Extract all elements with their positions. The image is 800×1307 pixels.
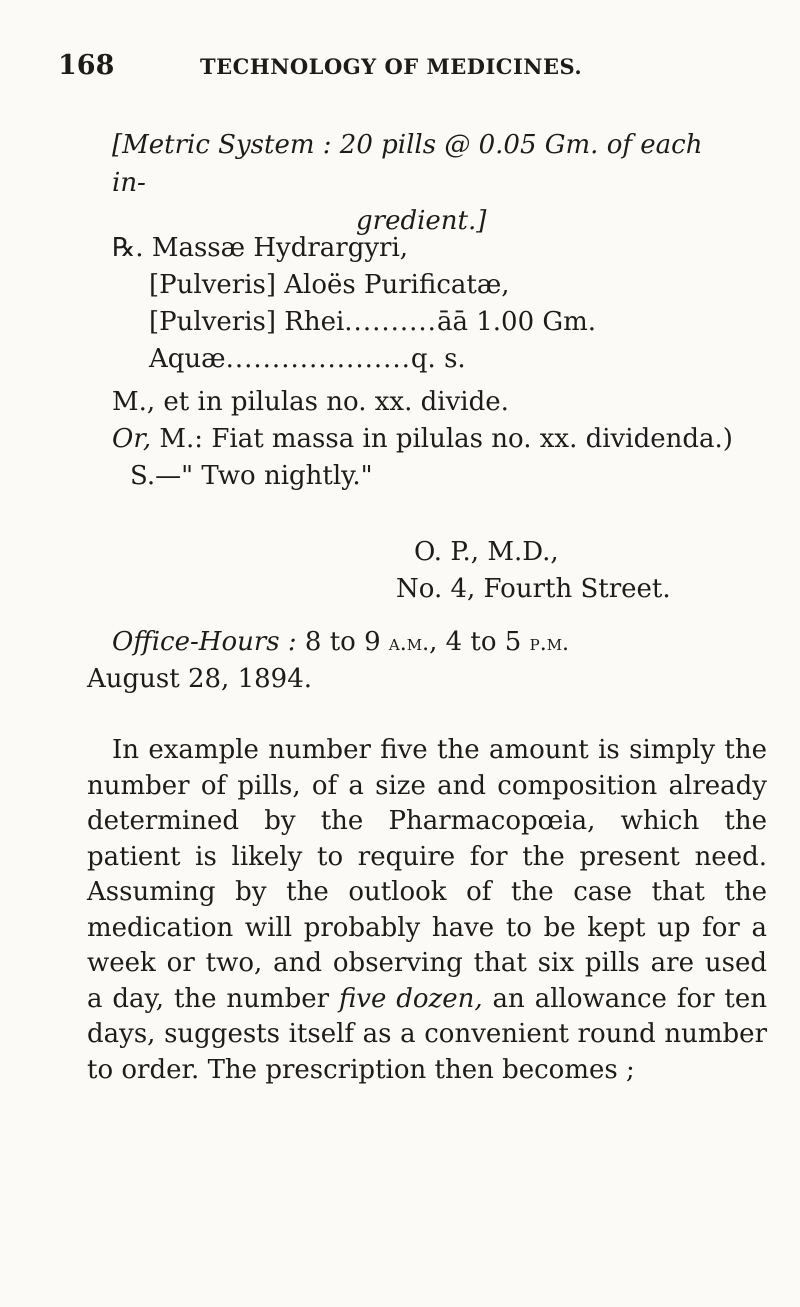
directions-line-2 xyxy=(112,421,762,458)
ingredient-line xyxy=(112,304,762,341)
page-number: 168 xyxy=(58,50,115,81)
ingredient-amount: āā 1.00 Gm. xyxy=(436,307,597,337)
paragraph-text-start: In example number five the amount is simply the number of pills, of a size and composition already determined by the Pharmacopœia, which the patient is likely to require for the present need. Assuming by the outlook of the case that the medication will probably have to be kept up for a week or two, and observing that six pills are used a day, the number xyxy=(87,735,767,1014)
office-hours-line xyxy=(112,624,569,661)
ingredient-name: [Pulveris] Aloës Purificatæ, xyxy=(149,270,510,300)
directions-line-1: M., et in pilulas no. xx. divide. xyxy=(112,387,509,417)
metric-line-1: [Metric System : 20 pills @ 0.05 Gm. of each in- xyxy=(112,130,703,198)
prescriber-signature xyxy=(396,533,671,607)
body-paragraph xyxy=(87,733,767,1088)
dot-leader: .......... xyxy=(344,307,437,337)
prescriber-address: No. 4, Fourth Street. xyxy=(396,574,671,604)
emphasis-five-dozen: five dozen, xyxy=(338,983,483,1014)
ingredient-name: [Pulveris] Rhei xyxy=(149,307,345,337)
ingredient-line xyxy=(112,341,762,378)
pm-label: p.m. xyxy=(529,631,570,656)
prescription-date: August 28, 1894. xyxy=(87,664,313,694)
prescription-block xyxy=(112,230,762,378)
ingredient-line xyxy=(112,267,762,304)
office-hours-afternoon: , 4 to 5 xyxy=(429,627,530,657)
running-title: TECHNOLOGY OF MEDICINES. xyxy=(200,54,583,79)
ingredient-name: Aquæ xyxy=(149,344,226,374)
ingredient-name: Massæ Hydrargyri, xyxy=(151,233,409,263)
office-hours-label: Office-Hours : xyxy=(112,627,297,657)
metric-system-note xyxy=(112,126,732,240)
ingredient-line xyxy=(112,230,762,267)
or-label: Or, xyxy=(112,424,152,454)
prescriber-name: O. P., M.D., xyxy=(414,537,559,567)
paragraph-text-end: an allowance for ten days, suggests itself as a convenient round number to order. The prescription then becomes ; xyxy=(87,983,768,1085)
metric-line-2: gredient.] xyxy=(356,206,487,236)
dot-leader: .................... xyxy=(225,344,411,374)
directions-line-2-text: M.: Fiat massa in pilulas no. xx. dividenda.) xyxy=(151,424,733,454)
directions-block xyxy=(112,384,762,495)
paragraph-text xyxy=(87,733,767,1088)
signa-line: S.—" Two nightly." xyxy=(130,461,373,491)
office-hours-morning: 8 to 9 xyxy=(296,627,389,657)
office-hours-block xyxy=(87,624,570,698)
am-label: a.m. xyxy=(388,631,430,656)
rx-symbol: ℞. xyxy=(112,233,144,263)
page-header xyxy=(58,50,618,84)
ingredient-amount: q. s. xyxy=(410,344,466,374)
